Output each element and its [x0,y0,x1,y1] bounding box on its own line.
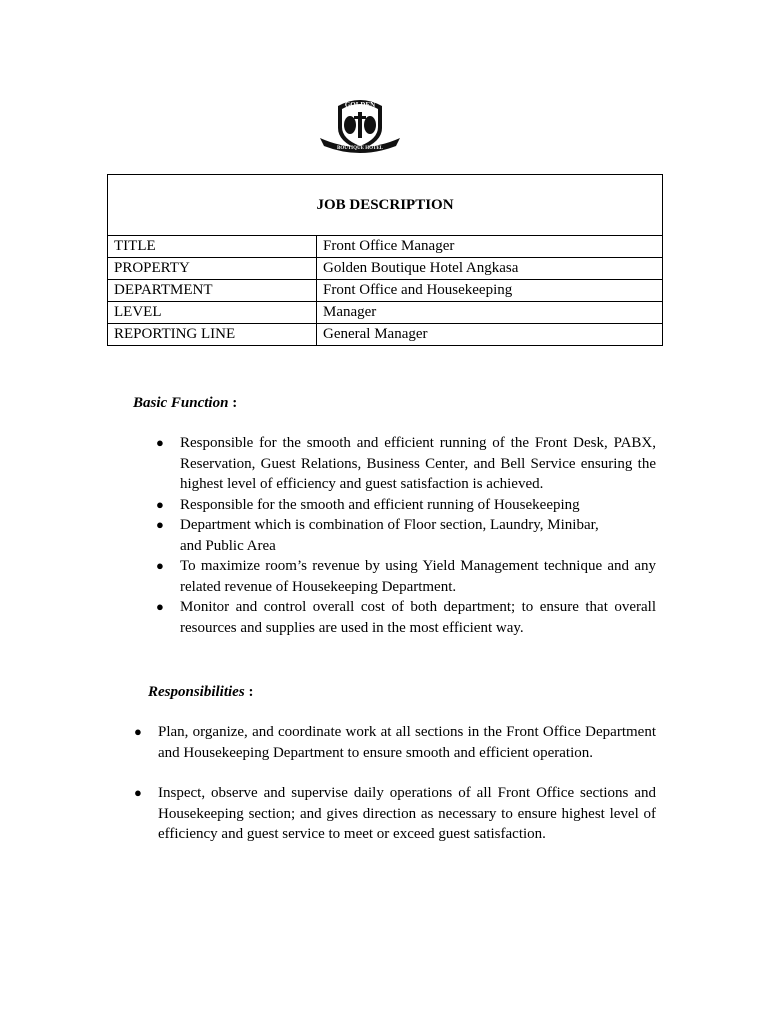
crest-icon [312,92,408,156]
logo-top-text: GOLDEN [344,101,376,109]
basic-function-list [156,433,656,638]
list-item-text: Inspect, observe and supervise daily operations of all Front Office sections and Housekeeping section; and gives direction as necessary to ensure highest level of efficiency and guest service to meet or exceed guest satisfaction. [158,785,656,842]
list-item [156,556,656,597]
basic-function-heading [133,395,237,412]
responsibilities-list [134,722,656,865]
row-value-reporting-line: General Manager [317,324,663,346]
list-item [134,783,656,845]
job-description-table [107,174,663,346]
basic-function-title: Basic Function [133,395,229,411]
bullet-icon: ● [156,558,164,573]
bullet-icon: ● [156,435,164,450]
list-item-text: To maximize room’s revenue by using Yield Management technique and any related revenue of Housekeeping Department. [180,558,656,595]
list-item-text: Department which is combination of Floor section, Laundry, Minibar, and Public Area [180,517,599,554]
basic-function-colon: : [228,395,238,411]
table-heading: JOB DESCRIPTION [108,175,663,236]
row-value-title: Front Office Manager [317,236,663,258]
bullet-icon: ● [156,599,164,614]
list-item-text: Plan, organize, and coordinate work at all sections in the Front Office Department and Housekeeping Department to ensure smooth and efficient operation. [158,724,656,761]
list-item [134,722,656,763]
table-row [108,324,663,346]
list-item [156,495,656,516]
list-item-text: Responsible for the smooth and efficient running of the Front Desk, PABX, Reservation, Guest Relations, Business Center, and Bell Service ensuring the highest level of efficiency and guest satisfaction is achieved. [180,435,656,492]
table-row [108,236,663,258]
responsibilities-heading [148,684,253,701]
table-row [108,258,663,280]
logo-bottom-text: BOUTIQUE HOTEL [337,146,383,151]
list-item [156,515,656,556]
hotel-logo [312,92,408,156]
row-value-level: Manager [317,302,663,324]
row-label-reporting-line: REPORTING LINE [108,324,317,346]
list-item-text: Responsible for the smooth and efficient running of Housekeeping [180,496,580,513]
row-label-level: LEVEL [108,302,317,324]
list-item [156,597,656,638]
bullet-icon: ● [156,496,164,512]
row-label-title: TITLE [108,236,317,258]
list-item [156,433,656,495]
bullet-icon: ● [134,724,142,739]
responsibilities-colon: : [244,684,254,700]
row-value-property: Golden Boutique Hotel Angkasa [317,258,663,280]
row-value-department: Front Office and Housekeeping [317,280,663,302]
row-label-department: DEPARTMENT [108,280,317,302]
row-label-property: PROPERTY [108,258,317,280]
responsibilities-title: Responsibilities [148,684,245,700]
table-row [108,280,663,302]
bullet-icon: ● [134,785,142,800]
list-item-text: Monitor and control overall cost of both department; to ensure that overall resources and supplies are used in the most efficient way. [180,599,656,636]
table-row [108,302,663,324]
bullet-icon: ● [156,517,164,532]
